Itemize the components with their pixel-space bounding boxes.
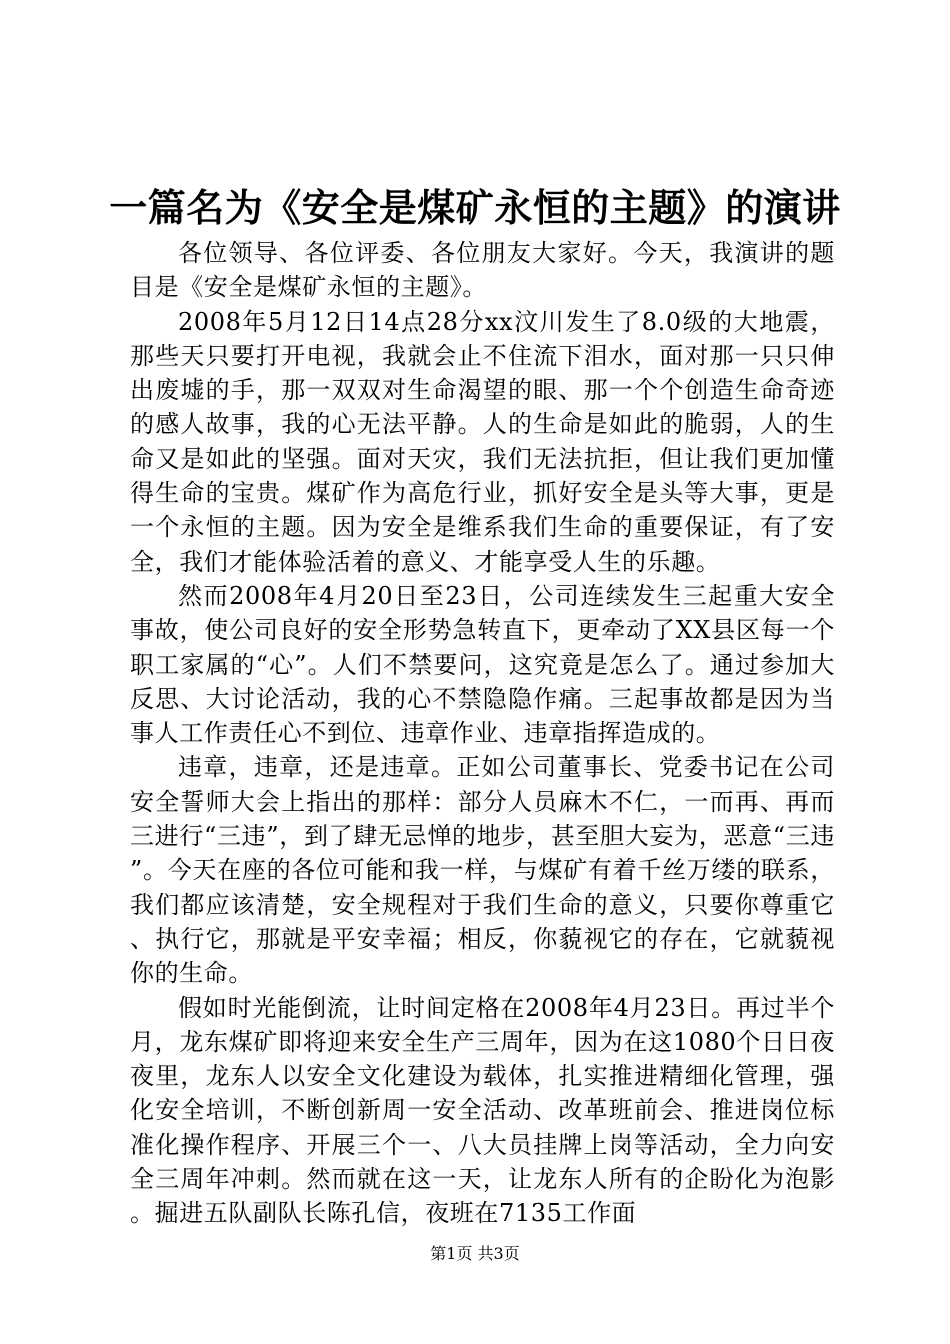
page-number-footer: 第1页 共3页 bbox=[430, 1244, 520, 1263]
paragraph-anniversary: 假如时光能倒流，让时间定格在2008年4月23日。再过半个月，龙东煤矿即将迎来安全生产三周年，因为在这1080个日日夜夜里，龙东人以安全文化建设为载体，扎实推进精细化管理，强化安全培训，不断创新周一安全活动、改革班前会、推进岗位标准化操作程序、开展三个一、八大员挂牌上岗等活动，全力向安全三周年冲刺。然而就在这一天，让龙东人所有的企盼化为泡影。掘进五队副队长陈孔信，夜班在7135工作面 bbox=[130, 993, 835, 1228]
document-title: 一篇名为《安全是煤矿永恒的主题》的演讲 bbox=[109, 185, 841, 230]
document-body bbox=[130, 236, 835, 1231]
paragraph-earthquake: 2008年5月12日14点28分xx汶川发生了8.0级的大地震，那些天只要打开电视，我就会止不住流下泪水，面对那一只只伸出废墟的手，那一双双对生命渴望的眼、那一个个创造生命奇迹的感人故事，我的心无法平静。人的生命是如此的脆弱，人的生命又是如此的坚强。面对天灾，我们无法抗拒，但让我们更加懂得生命的宝贵。煤矿作为高危行业，抓好安全是头等大事，更是一个永恒的主题。因为安全是维系我们生命的重要保证，有了安全，我们才能体验活着的意义、才能享受人生的乐趣。 bbox=[130, 307, 835, 576]
paragraph-violations: 违章，违章，还是违章。正如公司董事长、党委书记在公司安全誓师大会上指出的那样：部分人员麻木不仁，一而再、再而三进行“三违”，到了肆无忌惮的地步，甚至胆大妄为，恶意“三违”。今天在座的各位可能和我一样，与煤矿有着千丝万缕的联系，我们都应该清楚，安全规程对于我们生命的意义，只要你尊重它、执行它，那就是平安幸福；相反，你藐视它的存在，它就藐视你的生命。 bbox=[130, 753, 835, 988]
paragraph-greeting: 各位领导、各位评委、各位朋友大家好。今天，我演讲的题目是《安全是煤矿永恒的主题》。 bbox=[130, 239, 835, 302]
paragraph-accidents: 然而2008年4月20日至23日，公司连续发生三起重大安全事故，使公司良好的安全形势急转直下，更牵动了XX县区每一个职工家属的“心”。人们不禁要问，这究竟是怎么了。通过参加大反思、大讨论活动，我的心不禁隐隐作痛。三起事故都是因为当事人工作责任心不到位、违章作业、违章指挥造成的。 bbox=[130, 581, 835, 748]
